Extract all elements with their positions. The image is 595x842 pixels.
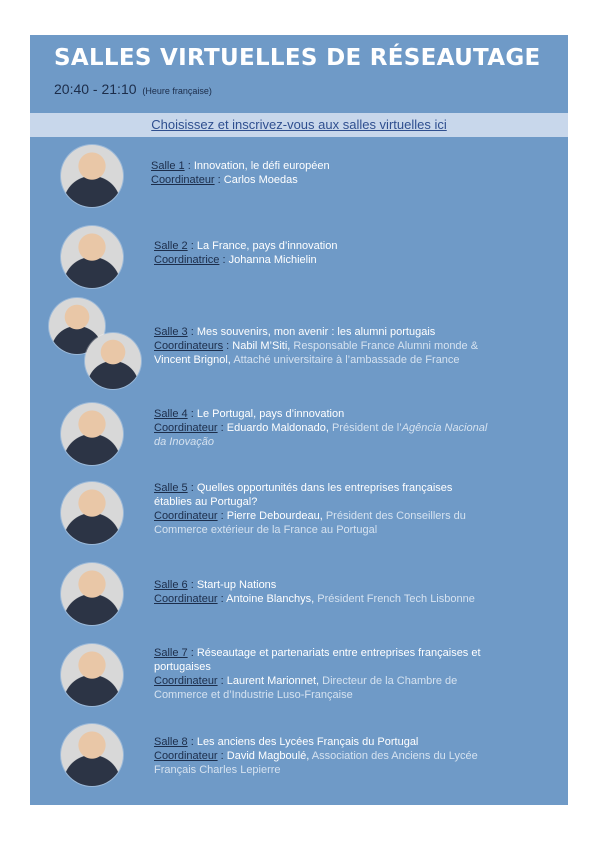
room-title-2: portugaises	[154, 661, 211, 673]
coordinator-role: Responsable France Alumni monde &	[293, 340, 479, 352]
coordinator-label: Coordinateurs	[154, 340, 224, 352]
networking-panel	[30, 35, 568, 805]
avatar-room-8	[61, 724, 123, 786]
room-title: Réseautage et partenariats entre entreprises françaises et	[193, 647, 481, 659]
coordinator-role-2: Attaché universitaire à l’ambassade de France	[233, 354, 460, 366]
timezone-note: (Heure française)	[142, 86, 212, 96]
room-3: Salle 3 : Mes souvenirs, mon avenir : les alumni portugais Coordinateurs : Nabil M’Siti, Responsable France Alumni monde & Vincent Brignol, Attaché universitaire à l’ambassade de France	[154, 326, 479, 366]
avatar-room-1	[61, 145, 123, 207]
room-title-2: établies au Portugal?	[154, 496, 258, 508]
coordinator-name: Johanna Michielin	[228, 254, 317, 266]
coordinator-name: Carlos Moedas	[223, 174, 298, 186]
coordinator-name: Nabil M’Siti,	[232, 340, 291, 352]
avatar-room-5	[61, 482, 123, 544]
room-title: Innovation, le défi européen	[190, 160, 330, 172]
room-label: Salle 5	[154, 482, 188, 494]
coordinator-label: Coordinateur	[154, 593, 218, 605]
room-label: Salle 7	[154, 647, 188, 659]
room-label: Salle 8	[154, 736, 188, 748]
room-title: Le Portugal, pays d’innovation	[193, 408, 345, 420]
avatar-room-2	[61, 226, 123, 288]
coordinator-role: Président French Tech Lisbonne	[317, 593, 475, 605]
room-4: Salle 4 : Le Portugal, pays d’innovation Coordinateur : Eduardo Maldonado, Président de l’Agência Nacional da Inovação	[154, 408, 488, 448]
room-7: Salle 7 : Réseautage et partenariats entre entreprises françaises et portugaises Coordinateur : Laurent Marionnet, Directeur de la Chambre de Commerce et d’Industrie Luso-Française	[154, 647, 481, 701]
page-title: SALLES VIRTUELLES DE RÉSEAUTAGE	[54, 45, 541, 71]
coordinator-role: Directeur de la Chambre de	[322, 675, 458, 687]
room-label: Salle 6	[154, 579, 188, 591]
room-8: Salle 8 : Les anciens des Lycées Français du Portugal Coordinateur : David Magboulé, Association des Anciens du Lycée Français Charles Lepierre	[154, 736, 478, 776]
registration-banner	[30, 113, 568, 137]
room-title: Mes souvenirs, mon avenir : les alumni portugais	[193, 326, 436, 338]
coordinator-role-2: Commerce et d’Industrie Luso-Française	[154, 689, 353, 701]
coordinator-role-2: Commerce extérieur de la France au Portugal	[154, 524, 378, 536]
registration-link[interactable]: Choisissez et inscrivez-vous aux salles virtuelles ici	[151, 117, 447, 132]
coordinator-role: Président des Conseillers du	[325, 510, 466, 522]
coordinator-label: Coordinateur	[154, 675, 218, 687]
room-title: Les anciens des Lycées Français du Portugal	[193, 736, 419, 748]
coordinator-label: Coordinatrice	[154, 254, 220, 266]
avatar-room-4	[61, 403, 123, 465]
coordinator-name: Laurent Marionnet,	[226, 675, 320, 687]
room-title: Start-up Nations	[193, 579, 277, 591]
avatar-room-6	[61, 563, 123, 625]
coordinator-name: Antoine Blanchys,	[226, 593, 315, 605]
room-label: Salle 4	[154, 408, 188, 420]
session-time	[54, 81, 212, 97]
coordinator-label: Coordinateur	[154, 422, 218, 434]
avatar-room-7	[61, 644, 123, 706]
room-label: Salle 3	[154, 326, 188, 338]
coordinator-label: Coordinateur	[154, 750, 218, 762]
room-5: Salle 5 : Quelles opportunités dans les entreprises françaises établies au Portugal? Coordinateur : Pierre Debourdeau, Président des Conseillers du Commerce extérieur de la France au Portugal	[154, 482, 466, 536]
avatar-room-3b	[85, 333, 141, 389]
coordinator-name: Eduardo Maldonado,	[226, 422, 329, 434]
room-label: Salle 2	[154, 240, 188, 252]
coordinator-name: David Magboulé,	[226, 750, 310, 762]
coordinator-role-agency-2: da Inovação	[154, 436, 214, 448]
coordinator-label: Coordinateur	[154, 510, 218, 522]
room-title: Quelles opportunités dans les entreprises françaises	[193, 482, 453, 494]
room-label: Salle 1	[151, 160, 185, 172]
time-range: 20:40 - 21:10	[54, 81, 137, 97]
coordinator-name: Pierre Debourdeau,	[226, 510, 323, 522]
coordinator-label: Coordinateur	[151, 174, 215, 186]
coordinator-role-agency: Agência Nacional	[401, 422, 488, 434]
coordinator-role: Association des Anciens du Lycée	[311, 750, 478, 762]
coordinator-role-2: Français Charles Lepierre	[154, 764, 281, 776]
room-1: Salle 1 : Innovation, le défi européen Coordinateur : Carlos Moedas	[151, 160, 330, 186]
coordinator-role: Président de l’	[331, 422, 402, 434]
coordinator-name-2: Vincent Brignol,	[154, 354, 231, 366]
room-6: Salle 6 : Start-up Nations Coordinateur : Antoine Blanchys, Président French Tech Lisbonne	[154, 579, 475, 605]
room-title: La France, pays d’innovation	[193, 240, 338, 252]
room-2: Salle 2 : La France, pays d’innovation Coordinatrice : Johanna Michielin	[154, 240, 338, 266]
